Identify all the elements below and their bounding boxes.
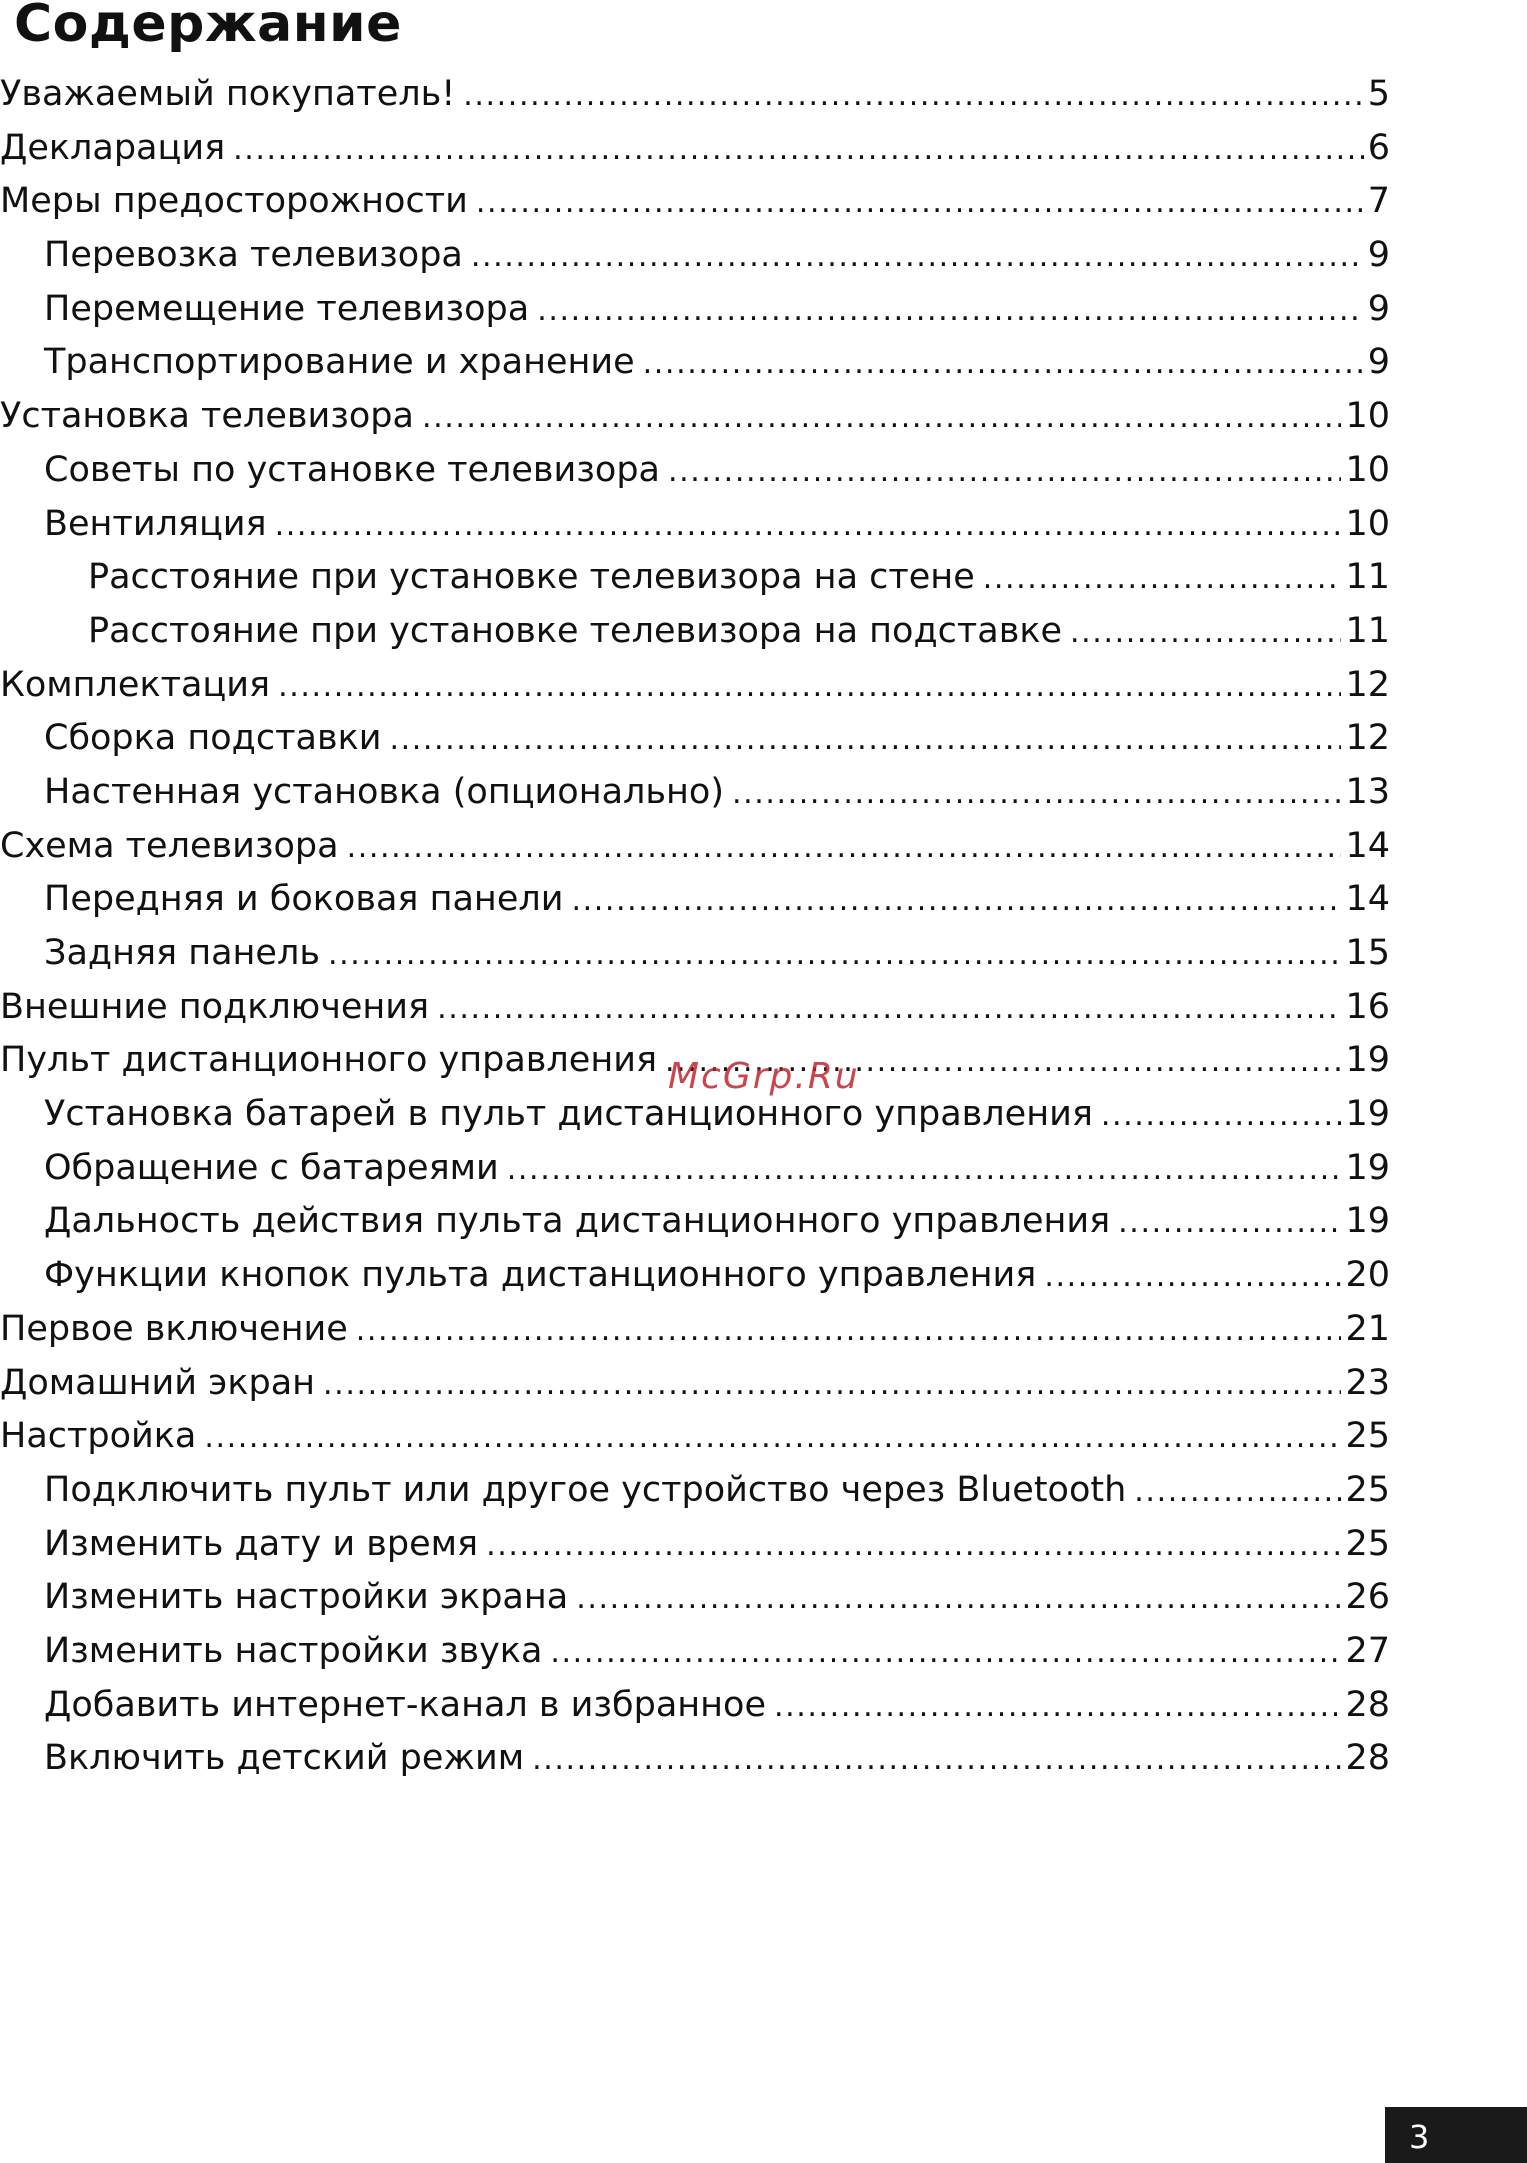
toc-dot-leader [437,982,1341,1036]
toc-dot-leader [507,1143,1342,1197]
toc-entry-title: Перемещение телевизора [44,288,530,329]
toc-entry-title: Добавить интернет-канал в избранное [44,1684,766,1725]
toc-dot-leader [422,391,1342,445]
toc-entry[interactable] [0,820,1390,874]
toc-entry[interactable] [0,1679,1390,1733]
toc-dot-leader [233,123,1364,177]
toc-entry-title: Подключить пульт или другое устройство через Bluetooth [44,1469,1127,1510]
toc-entry-page: 28 [1345,1684,1390,1725]
toc-dot-leader [532,1733,1341,1787]
toc-entry[interactable] [0,1464,1390,1518]
toc-entry-title: Вентиляция [44,503,267,544]
toc-entry-title: Включить детский режим [44,1738,525,1779]
toc-dot-leader [389,713,1341,767]
toc-entry[interactable] [0,766,1390,820]
toc-entry[interactable] [0,873,1390,927]
toc-entry-title: Транспортирование и хранение [44,342,635,383]
toc-entry[interactable] [0,1410,1390,1464]
toc-entry-page: 19 [1345,1040,1390,1081]
toc-dot-leader [204,1411,1341,1465]
toc-entry-page: 13 [1345,771,1390,812]
toc-entry[interactable] [0,551,1390,605]
toc-entry-page: 9 [1367,235,1390,276]
toc-entry-title: Расстояние при установке телевизора на стене [88,557,975,598]
toc-dot-leader [537,284,1364,338]
toc-entry-page: 11 [1345,610,1390,651]
toc-entry[interactable] [0,1571,1390,1625]
toc-entry-title: Советы по установке телевизора [44,449,660,490]
toc-dot-leader [328,928,1342,982]
toc-entry-page: 12 [1345,664,1390,705]
toc-entry[interactable] [0,68,1390,122]
toc-entry-title: Изменить настройки звука [44,1630,543,1671]
toc-entry-title: Комплектация [0,664,271,705]
toc-entry-page: 27 [1345,1630,1390,1671]
toc-dot-leader [1134,1465,1341,1519]
toc-dot-leader [1101,1089,1342,1143]
toc-entry-page: 6 [1367,127,1390,168]
toc-dot-leader [1118,1196,1341,1250]
toc-entry-page: 12 [1345,718,1390,759]
toc-entry-title: Внешние подключения [0,986,430,1027]
toc-entry-title: Установка батарей в пульт дистанционного управления [44,1094,1093,1135]
toc-dot-leader [576,1572,1341,1626]
toc-dot-leader [643,337,1364,391]
toc-entry[interactable] [0,122,1390,176]
toc-dot-leader [476,176,1364,230]
toc-dot-leader [774,1680,1341,1734]
toc-entry[interactable] [0,1732,1390,1786]
toc-entry-page: 26 [1345,1577,1390,1618]
toc-entry-page: 10 [1345,396,1390,437]
toc-dot-leader [571,874,1341,928]
toc-entry-title: Перевозка телевизора [44,235,463,276]
toc-entry[interactable] [0,659,1390,713]
table-of-contents [0,68,1390,1786]
toc-entry[interactable] [0,175,1390,229]
toc-entry[interactable] [0,927,1390,981]
toc-entry-title: Дальность действия пульта дистанционного управления [44,1201,1111,1242]
page-number: 3 [1409,2118,1430,2156]
toc-entry[interactable] [0,1357,1390,1411]
toc-dot-leader [347,821,1342,875]
toc-dot-leader [275,499,1342,553]
toc-dot-leader [983,552,1342,606]
toc-entry-page: 25 [1345,1469,1390,1510]
toc-entry-page: 10 [1345,449,1390,490]
toc-entry[interactable] [0,444,1390,498]
toc-entry-page: 19 [1345,1147,1390,1188]
toc-entry-title: Функции кнопок пульта дистанционного управления [44,1255,1037,1296]
toc-entry[interactable] [0,605,1390,659]
toc-entry-page: 11 [1345,557,1390,598]
toc-entry-title: Настенная установка (опционально) [44,771,724,812]
toc-entry-page: 10 [1345,503,1390,544]
toc-dot-leader [486,1519,1341,1573]
toc-entry-title: Первое включение [0,1308,348,1349]
toc-entry[interactable] [0,1303,1390,1357]
toc-entry-page: 14 [1345,879,1390,920]
toc-dot-leader [668,445,1341,499]
toc-dot-leader [732,767,1341,821]
toc-entry-title: Изменить настройки экрана [44,1577,569,1618]
toc-entry-title: Обращение с батареями [44,1147,499,1188]
toc-entry-title: Меры предосторожности [0,181,468,222]
toc-dot-leader [463,69,1363,123]
toc-entry-title: Расстояние при установке телевизора на подставке [88,610,1063,651]
toc-entry-title: Настройка [0,1416,197,1457]
page-number-box [1385,2107,1527,2163]
toc-entry-page: 21 [1345,1308,1390,1349]
toc-entry[interactable] [0,981,1390,1035]
toc-entry-page: 23 [1345,1362,1390,1403]
toc-entry-page: 28 [1345,1738,1390,1779]
toc-entry[interactable] [0,390,1390,444]
toc-entry-title: Изменить дату и время [44,1523,479,1564]
toc-entry[interactable] [0,1195,1390,1249]
toc-entry-title: Передняя и боковая панели [44,879,564,920]
toc-entry-title: Сборка подставки [44,718,382,759]
toc-dot-leader [1044,1250,1341,1304]
toc-entry-page: 16 [1345,986,1390,1027]
toc-entry-page: 20 [1345,1255,1390,1296]
toc-dot-leader [278,660,1341,714]
toc-entry-title: Пульт дистанционного управления [0,1040,658,1081]
toc-entry-page: 9 [1367,288,1390,329]
toc-entry-page: 25 [1345,1523,1390,1564]
toc-entry[interactable] [0,1625,1390,1679]
toc-entry[interactable] [0,283,1390,337]
toc-entry-page: 15 [1345,933,1390,973]
toc-entry[interactable] [0,1142,1390,1196]
page-title: Содержание [14,0,402,54]
toc-entry-page: 7 [1367,181,1390,222]
toc-dot-leader [471,230,1364,284]
toc-entry[interactable] [0,229,1390,283]
toc-entry-page: 5 [1367,74,1390,114]
toc-entry[interactable] [0,1249,1390,1303]
toc-entry[interactable] [0,1518,1390,1572]
toc-entry-page: 14 [1345,825,1390,866]
toc-dot-leader [550,1626,1341,1680]
toc-dot-leader [323,1358,1341,1412]
toc-entry-title: Схема телевизора [0,825,339,866]
toc-entry-title: Уважаемый покупатель! [0,74,456,114]
toc-entry[interactable] [0,498,1390,552]
toc-entry-page: 25 [1345,1416,1390,1457]
toc-entry-title: Задняя панель [44,933,320,973]
toc-entry[interactable] [0,712,1390,766]
toc-entry-page: 19 [1345,1094,1390,1135]
toc-entry[interactable] [0,336,1390,390]
toc-dot-leader [356,1304,1342,1358]
toc-entry-title: Декларация [0,127,226,168]
toc-entry-title: Установка телевизора [0,396,414,437]
watermark: McGrp.Ru [668,1056,860,1097]
toc-entry-page: 19 [1345,1201,1390,1242]
toc-entry-title: Домашний экран [0,1362,316,1403]
toc-entry-page: 9 [1367,342,1390,383]
toc-dot-leader [1070,606,1341,660]
